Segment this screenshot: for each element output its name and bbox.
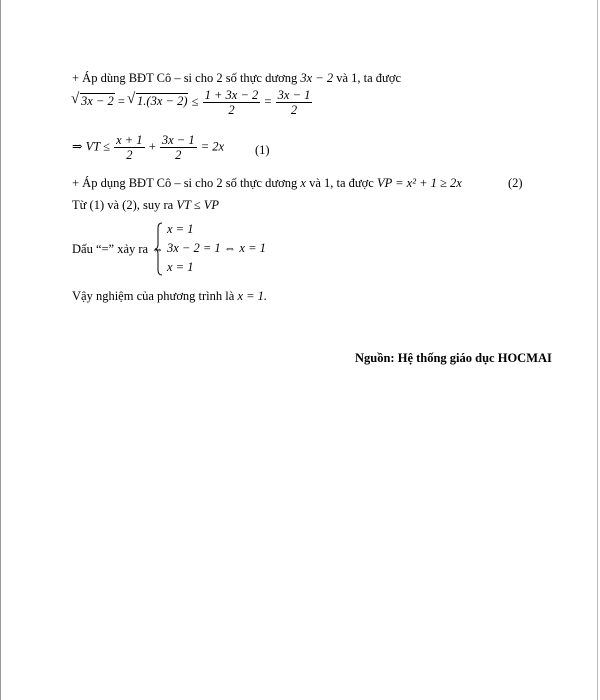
imp-prefix: ⇒ VT ≤ <box>72 139 110 154</box>
fraction-3: $\frac{x + 1}{2}$ <box>116 133 143 162</box>
system-line-2: 3x − 2 = 1 ⇔ x = 1 <box>167 241 266 255</box>
intro-line-1 <box>72 71 401 86</box>
plus-sign: + <box>148 139 156 154</box>
equation-label-1: (1) <box>255 143 270 157</box>
intro-line-2 <box>72 176 462 191</box>
intro-x: x <box>300 176 306 190</box>
conclusion-expr: x = 1. <box>237 289 268 303</box>
conclusion-line <box>72 289 267 304</box>
equality-text: Dấu “=” xảy ra ⇔ <box>72 242 164 256</box>
intro-tail-1: và 1, ta được <box>336 71 401 85</box>
sqrt-rhs: √ 1.(3x − 2) <box>128 93 188 109</box>
source-credit: Nguồn: Hệ thống giáo dục HOCMAI <box>355 351 552 365</box>
equals-sign-1: = <box>117 94 125 109</box>
implication-line <box>72 133 224 162</box>
intro-text-1: + Áp dùng BĐT Cô – si cho 2 số thực dương <box>72 71 298 85</box>
sqrt-lhs: √ 3x − 2 <box>72 93 115 109</box>
cauchy-inequality-line <box>72 88 313 117</box>
equals-sign-2: = <box>264 94 272 109</box>
system-line-3: x = 1 <box>167 260 194 274</box>
le-sign-1: ≤ <box>191 94 199 109</box>
imp-tail: = 2x <box>200 139 225 154</box>
from-expr: VT ≤ VP <box>176 198 220 212</box>
system-line-1: x = 1 <box>167 222 194 236</box>
left-brace-icon <box>155 222 163 276</box>
conclusion-text: Vậy nghiệm của phương trình là <box>72 289 235 303</box>
fraction-4: $\frac{3x - 1}{2}$ <box>161 133 195 162</box>
intro-mid-2: và 1, ta được <box>309 176 374 190</box>
from-line <box>72 198 219 213</box>
intro-expr-2: VP = x² + 1 ≥ 2x <box>376 176 462 190</box>
fraction-1: $\frac{1 + 3x - 2}{2}$ <box>204 88 259 117</box>
fraction-2: $\frac{3x - 1}{2}$ <box>277 88 311 117</box>
page-border-left <box>0 0 1 700</box>
equation-label-2: (2) <box>508 176 523 190</box>
page-border-right <box>597 0 598 700</box>
intro-text-2: + Áp dụng BĐT Cô – si cho 2 số thực dương <box>72 176 298 190</box>
intro-expr-1: 3x − 2 <box>300 71 334 85</box>
from-text: Từ (1) và (2), suy ra <box>72 198 174 212</box>
